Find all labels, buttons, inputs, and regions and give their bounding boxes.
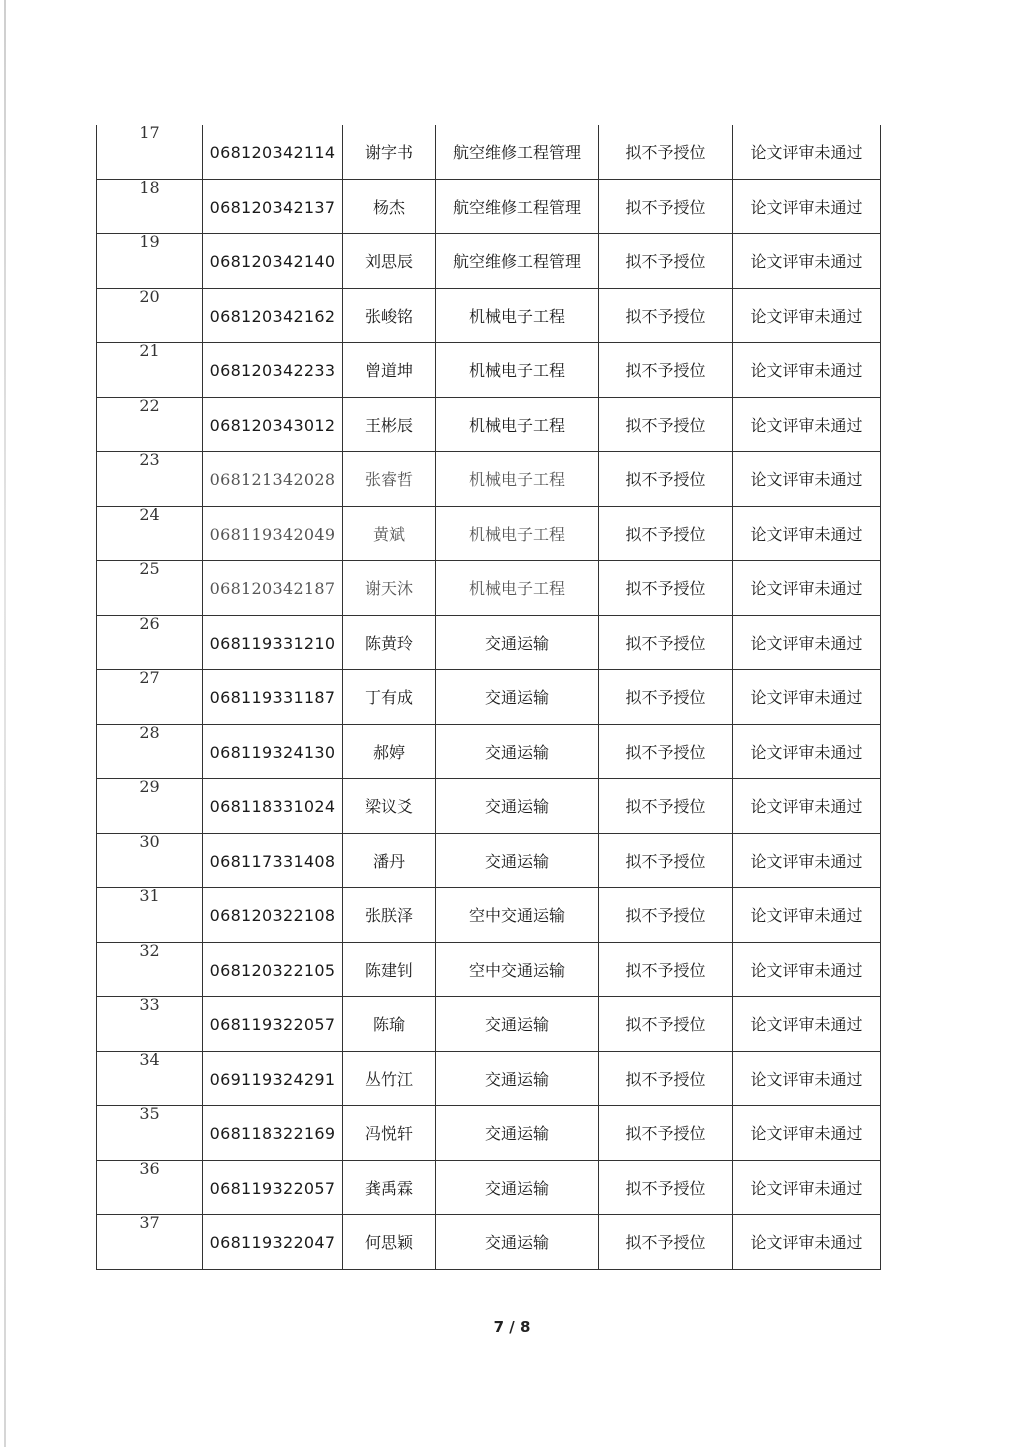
student-name-cell — [343, 1215, 436, 1270]
row-number-cell — [97, 1215, 203, 1270]
student-id-cell — [203, 779, 343, 834]
student-id-cell — [203, 397, 343, 452]
decision-reason: 论文评审未通过 — [750, 1178, 863, 1198]
major-cell — [436, 670, 599, 725]
major: 机械电子工程 — [468, 361, 565, 380]
scan-edge-shadow — [4, 0, 6, 1447]
row-number-cell — [97, 561, 203, 616]
major: 交通运输 — [484, 1015, 549, 1034]
student-id-cell — [203, 942, 343, 997]
row-number: 26 — [139, 613, 160, 633]
student-name: 黄斌 — [372, 524, 405, 544]
student-id-cell — [203, 888, 343, 943]
student-name: 曾道坤 — [364, 361, 413, 380]
row-number: 23 — [139, 450, 160, 469]
student-id: 068120342114 — [209, 143, 336, 162]
row-number-cell — [97, 179, 203, 234]
degree-decision: 拟不予授位 — [625, 252, 706, 271]
major: 交通运输 — [484, 1069, 549, 1089]
table-row — [97, 1160, 881, 1215]
row-number-cell — [97, 670, 203, 725]
student-id-cell — [203, 1215, 343, 1270]
degree-decision-cell — [599, 343, 733, 398]
decision-reason: 论文评审未通过 — [750, 1233, 863, 1252]
decision-reason: 论文评审未通过 — [750, 1124, 863, 1143]
student-id-cell — [203, 833, 343, 888]
degree-decision: 拟不予授位 — [625, 143, 706, 162]
decision-reason-cell — [733, 724, 881, 779]
student-id-cell — [203, 1051, 343, 1106]
degree-decision: 拟不予授位 — [625, 633, 706, 653]
degree-roster-table — [96, 125, 881, 1270]
degree-decision: 拟不予授位 — [625, 361, 706, 380]
major: 交通运输 — [484, 633, 549, 653]
table-row — [97, 234, 881, 289]
decision-reason: 论文评审未通过 — [750, 960, 863, 980]
student-name: 王彬辰 — [364, 415, 413, 435]
degree-decision: 拟不予授位 — [625, 688, 706, 707]
degree-decision-cell — [599, 615, 733, 670]
decision-reason: 论文评审未通过 — [750, 470, 863, 489]
major-cell — [436, 125, 599, 179]
decision-reason: 论文评审未通过 — [750, 906, 863, 925]
major: 交通运输 — [484, 851, 549, 871]
degree-decision: 拟不予授位 — [625, 1069, 706, 1089]
student-name-cell — [343, 343, 436, 398]
student-name-cell — [343, 179, 436, 234]
decision-reason: 论文评审未通过 — [750, 143, 863, 162]
student-name-cell — [343, 1051, 436, 1106]
student-name: 冯悦轩 — [364, 1124, 413, 1143]
student-id: 068120322108 — [209, 906, 336, 925]
row-number-cell — [97, 888, 203, 943]
student-id: 068119322057 — [209, 1015, 336, 1034]
degree-decision: 拟不予授位 — [625, 742, 706, 762]
row-number: 33 — [139, 995, 160, 1014]
student-name-cell — [343, 942, 436, 997]
student-id: 068118331024 — [209, 797, 336, 816]
degree-decision-cell — [599, 397, 733, 452]
degree-decision-cell — [599, 179, 733, 234]
student-id: 068117331408 — [209, 851, 336, 871]
student-id: 068120322105 — [209, 960, 336, 980]
student-id: 068121342028 — [209, 470, 336, 489]
row-number-cell — [97, 833, 203, 888]
student-id-cell — [203, 997, 343, 1052]
student-id-cell — [203, 561, 343, 616]
row-number-cell — [97, 452, 203, 507]
table-row — [97, 670, 881, 725]
table-row — [97, 397, 881, 452]
student-id-cell — [203, 452, 343, 507]
document-page — [96, 125, 880, 1270]
student-id-cell — [203, 179, 343, 234]
row-number: 21 — [139, 341, 160, 360]
student-name-cell — [343, 724, 436, 779]
decision-reason: 论文评审未通过 — [750, 361, 863, 380]
degree-decision-cell — [599, 506, 733, 561]
degree-decision-cell — [599, 724, 733, 779]
row-number: 17 — [139, 123, 160, 142]
decision-reason-cell — [733, 343, 881, 398]
major-cell — [436, 452, 599, 507]
major-cell — [436, 942, 599, 997]
student-name-cell — [343, 397, 436, 452]
student-name: 谢天沐 — [364, 579, 413, 598]
student-id: 068120342162 — [209, 306, 336, 326]
student-id: 068119322047 — [209, 1233, 336, 1252]
major: 航空维修工程管理 — [452, 252, 581, 271]
decision-reason-cell — [733, 561, 881, 616]
decision-reason: 论文评审未通过 — [750, 851, 863, 871]
decision-reason: 论文评审未通过 — [750, 197, 863, 217]
degree-decision: 拟不予授位 — [625, 851, 706, 871]
table-row — [97, 833, 881, 888]
table-row — [97, 942, 881, 997]
table-row — [97, 179, 881, 234]
student-id: 068119324130 — [209, 742, 336, 762]
decision-reason-cell — [733, 942, 881, 997]
row-number: 28 — [139, 722, 160, 742]
decision-reason: 论文评审未通过 — [750, 579, 863, 598]
student-name-cell — [343, 997, 436, 1052]
student-id-cell — [203, 288, 343, 343]
row-number-cell — [97, 615, 203, 670]
degree-decision-cell — [599, 670, 733, 725]
major-cell — [436, 288, 599, 343]
student-name-cell — [343, 452, 436, 507]
degree-decision: 拟不予授位 — [625, 1124, 706, 1143]
degree-decision: 拟不予授位 — [625, 960, 706, 980]
degree-decision: 拟不予授位 — [625, 579, 706, 598]
row-number-cell — [97, 942, 203, 997]
major: 机械电子工程 — [468, 415, 565, 435]
student-name: 杨杰 — [372, 197, 405, 217]
row-number-cell — [97, 724, 203, 779]
degree-decision-cell — [599, 1106, 733, 1161]
student-name-cell — [343, 234, 436, 289]
student-name: 张朕泽 — [364, 906, 413, 925]
table-row — [97, 343, 881, 398]
major-cell — [436, 779, 599, 834]
decision-reason-cell — [733, 125, 881, 179]
student-name-cell — [343, 670, 436, 725]
degree-decision: 拟不予授位 — [625, 415, 706, 435]
table-row — [97, 1051, 881, 1106]
row-number-cell — [97, 779, 203, 834]
degree-decision-cell — [599, 779, 733, 834]
row-number-cell — [97, 1160, 203, 1215]
major-cell — [436, 615, 599, 670]
student-name-cell — [343, 1106, 436, 1161]
decision-reason: 论文评审未通过 — [750, 688, 863, 707]
row-number-cell — [97, 234, 203, 289]
decision-reason-cell — [733, 1106, 881, 1161]
degree-decision: 拟不予授位 — [625, 1233, 706, 1252]
table-row — [97, 288, 881, 343]
student-name-cell — [343, 615, 436, 670]
major-cell — [436, 397, 599, 452]
student-id-cell — [203, 670, 343, 725]
row-number-cell — [97, 1106, 203, 1161]
major: 机械电子工程 — [468, 524, 565, 544]
row-number: 24 — [139, 504, 160, 524]
roster-body — [97, 125, 881, 1269]
student-name: 刘思辰 — [364, 252, 413, 271]
decision-reason-cell — [733, 452, 881, 507]
student-name: 梁议爻 — [364, 797, 413, 816]
student-name: 郝婷 — [372, 742, 405, 762]
decision-reason-cell — [733, 506, 881, 561]
major-cell — [436, 1051, 599, 1106]
student-id: 068120342140 — [209, 252, 336, 271]
table-row — [97, 724, 881, 779]
row-number: 30 — [139, 831, 160, 851]
decision-reason-cell — [733, 997, 881, 1052]
degree-decision-cell — [599, 1160, 733, 1215]
decision-reason-cell — [733, 1051, 881, 1106]
major: 空中交通运输 — [468, 960, 565, 980]
major-cell — [436, 506, 599, 561]
student-name: 陈黄玲 — [364, 633, 413, 653]
major: 机械电子工程 — [468, 306, 565, 326]
student-name-cell — [343, 1160, 436, 1215]
major-cell — [436, 179, 599, 234]
student-id: 068120342233 — [209, 361, 336, 380]
major: 交通运输 — [484, 1178, 549, 1198]
decision-reason-cell — [733, 779, 881, 834]
major: 交通运输 — [484, 1124, 549, 1143]
row-number: 22 — [139, 395, 160, 415]
degree-decision: 拟不予授位 — [625, 470, 706, 489]
row-number: 32 — [139, 940, 160, 960]
decision-reason: 论文评审未通过 — [750, 633, 863, 653]
major-cell — [436, 997, 599, 1052]
student-name-cell — [343, 779, 436, 834]
student-name-cell — [343, 125, 436, 179]
table-row — [97, 997, 881, 1052]
row-number: 34 — [139, 1049, 160, 1069]
table-row — [97, 452, 881, 507]
major-cell — [436, 561, 599, 616]
degree-decision-cell — [599, 288, 733, 343]
decision-reason-cell — [733, 234, 881, 289]
row-number: 20 — [139, 286, 160, 306]
student-name: 丁有成 — [364, 688, 413, 707]
degree-decision-cell — [599, 833, 733, 888]
table-row — [97, 1106, 881, 1161]
student-name-cell — [343, 888, 436, 943]
row-number: 25 — [139, 559, 160, 578]
row-number-cell — [97, 997, 203, 1052]
row-number: 19 — [139, 232, 160, 251]
major: 空中交通运输 — [468, 906, 565, 925]
row-number-cell — [97, 343, 203, 398]
degree-decision: 拟不予授位 — [625, 1178, 706, 1198]
decision-reason: 论文评审未通过 — [750, 252, 863, 271]
row-number-cell — [97, 125, 203, 179]
degree-decision-cell — [599, 561, 733, 616]
student-id-cell — [203, 615, 343, 670]
major: 交通运输 — [484, 742, 549, 762]
degree-decision-cell — [599, 1051, 733, 1106]
degree-decision-cell — [599, 1215, 733, 1270]
student-id-cell — [203, 1106, 343, 1161]
row-number-cell — [97, 288, 203, 343]
degree-decision: 拟不予授位 — [625, 524, 706, 544]
degree-decision: 拟不予授位 — [625, 1015, 706, 1034]
student-name-cell — [343, 833, 436, 888]
student-id: 068119342049 — [209, 524, 336, 544]
student-id: 068120343012 — [209, 415, 336, 435]
row-number: 37 — [139, 1213, 160, 1232]
major-cell — [436, 888, 599, 943]
major-cell — [436, 1106, 599, 1161]
decision-reason-cell — [733, 1215, 881, 1270]
degree-decision: 拟不予授位 — [625, 906, 706, 925]
degree-decision-cell — [599, 942, 733, 997]
decision-reason: 论文评审未通过 — [750, 415, 863, 435]
student-name: 张峻铭 — [364, 306, 413, 326]
degree-decision-cell — [599, 997, 733, 1052]
table-row — [97, 888, 881, 943]
decision-reason-cell — [733, 288, 881, 343]
student-id-cell — [203, 125, 343, 179]
degree-decision: 拟不予授位 — [625, 197, 706, 217]
row-number: 31 — [139, 886, 160, 905]
student-id-cell — [203, 234, 343, 289]
page-number: 7 / 8 — [493, 1318, 531, 1336]
decision-reason: 论文评审未通过 — [750, 797, 863, 816]
major: 交通运输 — [484, 797, 549, 816]
student-name: 何思颖 — [364, 1233, 413, 1252]
row-number: 35 — [139, 1104, 160, 1123]
decision-reason: 论文评审未通过 — [750, 1015, 863, 1034]
row-number: 36 — [139, 1158, 160, 1178]
student-name: 张睿哲 — [364, 470, 413, 489]
row-number-cell — [97, 1051, 203, 1106]
student-name-cell — [343, 288, 436, 343]
row-number-cell — [97, 397, 203, 452]
student-id: 068119322057 — [209, 1178, 336, 1198]
decision-reason-cell — [733, 615, 881, 670]
decision-reason: 论文评审未通过 — [750, 306, 863, 326]
student-name-cell — [343, 506, 436, 561]
student-name: 陈瑜 — [372, 1015, 405, 1034]
student-name: 潘丹 — [372, 851, 405, 871]
major-cell — [436, 1160, 599, 1215]
student-name: 丛竹江 — [364, 1069, 413, 1089]
major: 机械电子工程 — [468, 579, 565, 598]
degree-decision: 拟不予授位 — [625, 797, 706, 816]
major: 交通运输 — [484, 688, 549, 707]
decision-reason: 论文评审未通过 — [750, 524, 863, 544]
decision-reason-cell — [733, 833, 881, 888]
student-id: 069119324291 — [209, 1069, 336, 1089]
major: 航空维修工程管理 — [452, 143, 581, 162]
major-cell — [436, 1215, 599, 1270]
degree-decision: 拟不予授位 — [625, 306, 706, 326]
student-id: 068118322169 — [209, 1124, 336, 1143]
major-cell — [436, 343, 599, 398]
row-number: 27 — [139, 668, 160, 687]
degree-decision-cell — [599, 125, 733, 179]
student-name-cell — [343, 561, 436, 616]
student-id-cell — [203, 343, 343, 398]
student-id: 068120342137 — [209, 197, 336, 217]
student-name: 陈建钊 — [364, 960, 413, 980]
table-row — [97, 615, 881, 670]
decision-reason: 论文评审未通过 — [750, 1069, 863, 1089]
student-id: 068120342187 — [209, 579, 336, 598]
student-name: 龚禹霖 — [364, 1178, 413, 1198]
table-row — [97, 561, 881, 616]
student-id-cell — [203, 724, 343, 779]
decision-reason-cell — [733, 179, 881, 234]
table-row — [97, 1215, 881, 1270]
degree-decision-cell — [599, 888, 733, 943]
student-id-cell — [203, 1160, 343, 1215]
decision-reason-cell — [733, 888, 881, 943]
decision-reason-cell — [733, 670, 881, 725]
major: 交通运输 — [484, 1233, 549, 1252]
student-id-cell — [203, 506, 343, 561]
major-cell — [436, 234, 599, 289]
table-row — [97, 506, 881, 561]
decision-reason-cell — [733, 397, 881, 452]
decision-reason-cell — [733, 1160, 881, 1215]
student-id: 068119331210 — [209, 633, 336, 653]
major: 航空维修工程管理 — [452, 197, 581, 217]
table-row — [97, 125, 881, 179]
row-number-cell — [97, 506, 203, 561]
decision-reason: 论文评审未通过 — [750, 742, 863, 762]
table-row — [97, 779, 881, 834]
major-cell — [436, 724, 599, 779]
major-cell — [436, 833, 599, 888]
student-name: 谢字书 — [364, 143, 413, 162]
degree-decision-cell — [599, 452, 733, 507]
student-id: 068119331187 — [209, 688, 336, 707]
row-number: 29 — [139, 777, 160, 796]
row-number: 18 — [139, 177, 160, 197]
major: 机械电子工程 — [468, 470, 565, 489]
degree-decision-cell — [599, 234, 733, 289]
